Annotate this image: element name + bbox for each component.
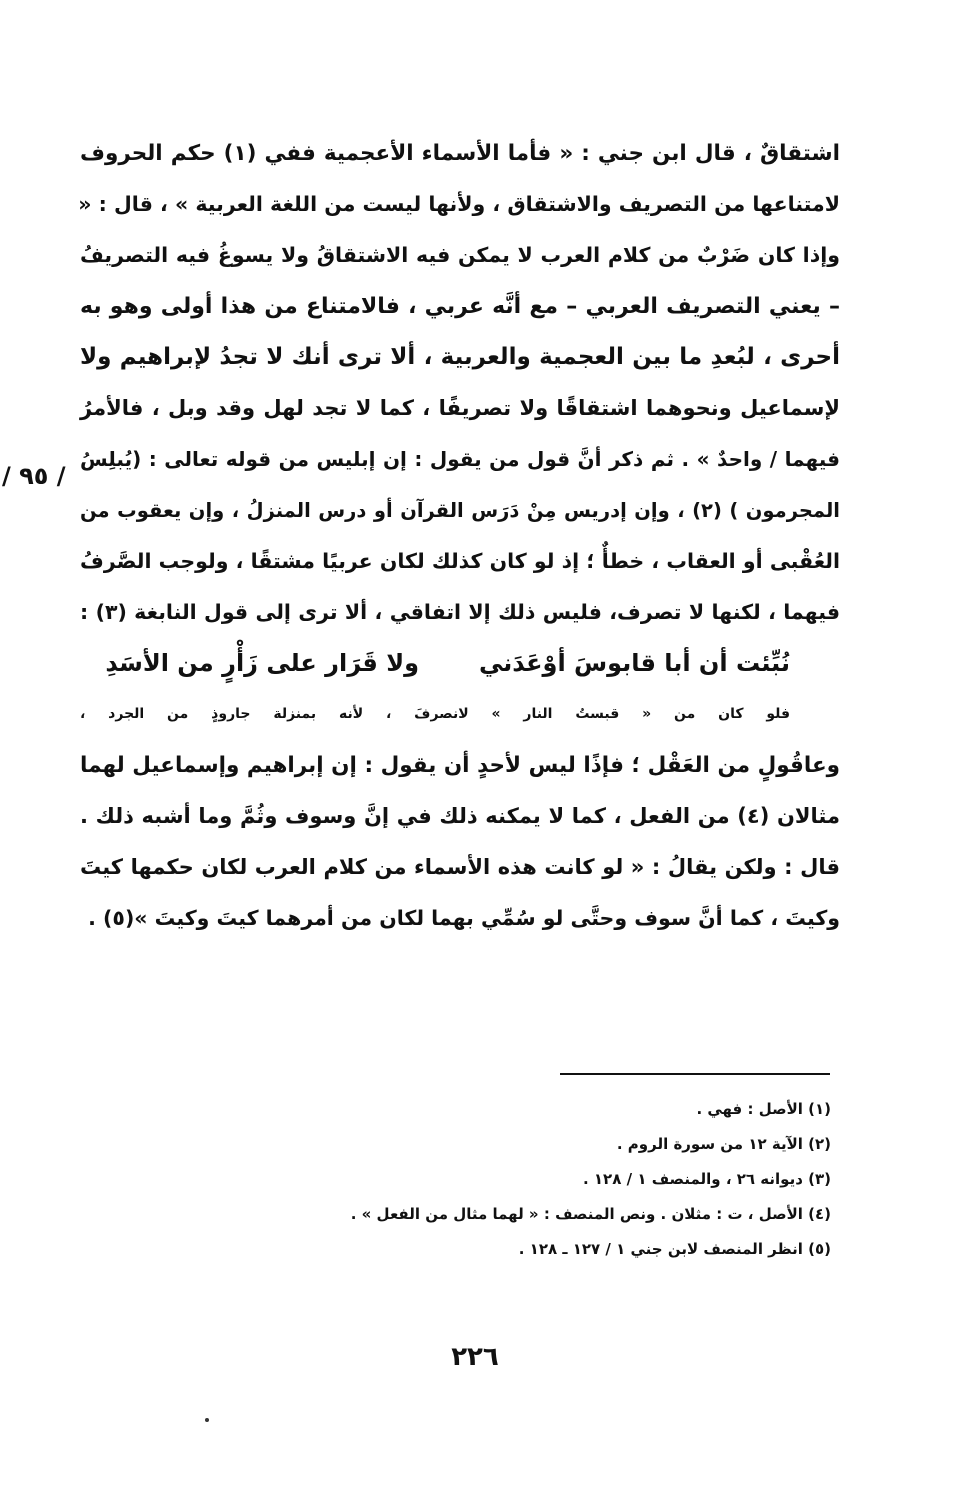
text-line: المجرمون ) (٢) ، وإن إدريس مِنْ دَرَس القرآن أو درس المنزلُ ، وإن يعقوب من [80, 499, 840, 522]
verse-first-hemistich: نُبِّئت أن أبا قابوسَ أوْعَدَني [479, 649, 790, 677]
text-line: فيهما ، لكنها لا تصرف، فليس ذلك إلا اتفاقي ، ألا ترى إلى قول النابغة (٣) : [80, 600, 840, 624]
text-line: وإذا كان ضَرْبٌ من كلام العرب لا يمكن فيه الاشتقاقُ ولا يسوغُ فيه التصريفُ [80, 243, 840, 267]
footnote: (٢) الآية ١٢ من سورة الروم . [616, 1135, 831, 1153]
page-number: ٢٢٦ [451, 1342, 499, 1372]
text-line: العُقْبى أو العقاب ، خطأٌ ؛ إذ لو كان كذلك لكان عربيًا مشتقًا ، ولوجب الصَّرفُ [80, 549, 840, 573]
text-line: فيهما / واحدٌ » . ثم ذكر أنَّ قول من يقول : إن إبليس من قوله تعالى : (يُبلِسُ [80, 447, 840, 471]
text-line: اشتقاقٌ ، قال ابن جني : « فأما الأسماء الأعجمية ففي (١) حكم الحروف [80, 141, 840, 166]
text-line: فلو كان من « قبستُ النار » لانصرفَ ، لأنه بمنزلة جاروذٍ من الجرد ، [80, 706, 790, 722]
text-line: وكيتَ ، كما أنَّ سوف وحتَّى لو سُمِّي بهما لكان من أمرهما كيتَ وكيتَ »(٥) . [88, 906, 840, 930]
text-line: وعاقُولٍ من العَقْل ؛ فإذًا ليس لأحدٍ أن يقول : إن إبراهيم وإسماعيل لهما [80, 753, 840, 778]
verse-second-hemistich: ولا قَرَار على زَأْرٍ من الأسَدِ [105, 649, 419, 677]
text-line: لإسماعيل ونحوهما اشتقاقًا ولا تصريفًا ، كما لا تجد لهل وقد وبل ، فالأمرُ [80, 396, 840, 420]
text-line: مثالان (٤) من الفعل ، كما لا يمكنه ذلك في إنَّ وسوف وثُمَّ وما أشبه ذلك . [80, 804, 841, 828]
text-line: لامتناعها من التصريف والاشتقاق ، ولأنها ليست من اللغة العربية » ، قال : « [78, 192, 840, 216]
footnote: (٤) الأصل ، ت : مثلان . ونص المنصف : « لهما مثال من الفعل » . [350, 1205, 831, 1223]
text-line: قال : ولكن يقالُ : « لو كانت هذه الأسماء من كلام العرب لكان حكمها كيتَ [80, 855, 840, 879]
main-text [80, 128, 840, 944]
scan-speck [205, 1418, 209, 1422]
poetry-verse [80, 638, 840, 689]
footnote: (١) الأصل : فهي . [696, 1100, 831, 1118]
footnote: (٥) انظر المنصف لابن جني ١ / ١٢٧ ـ ١٢٨ . [518, 1240, 831, 1258]
manuscript-folio-marker: / ٩٥ / [2, 462, 66, 490]
text-line: – يعني التصريف العربي – مع أنَّه عربي ، فالامتناع من هذا أولى وهو به [80, 294, 840, 319]
footnote: (٣) ديوانه ٢٦ ، والمنصف ١ / ١٢٨ . [582, 1170, 831, 1188]
footnotes [271, 1092, 831, 1267]
text-line: أحرى ، لبُعدِ ما بين العجمية والعربية ، ألا ترى أنك لا تجدُ لإبراهيم ولا [80, 344, 840, 370]
footnote-separator [560, 1073, 830, 1075]
